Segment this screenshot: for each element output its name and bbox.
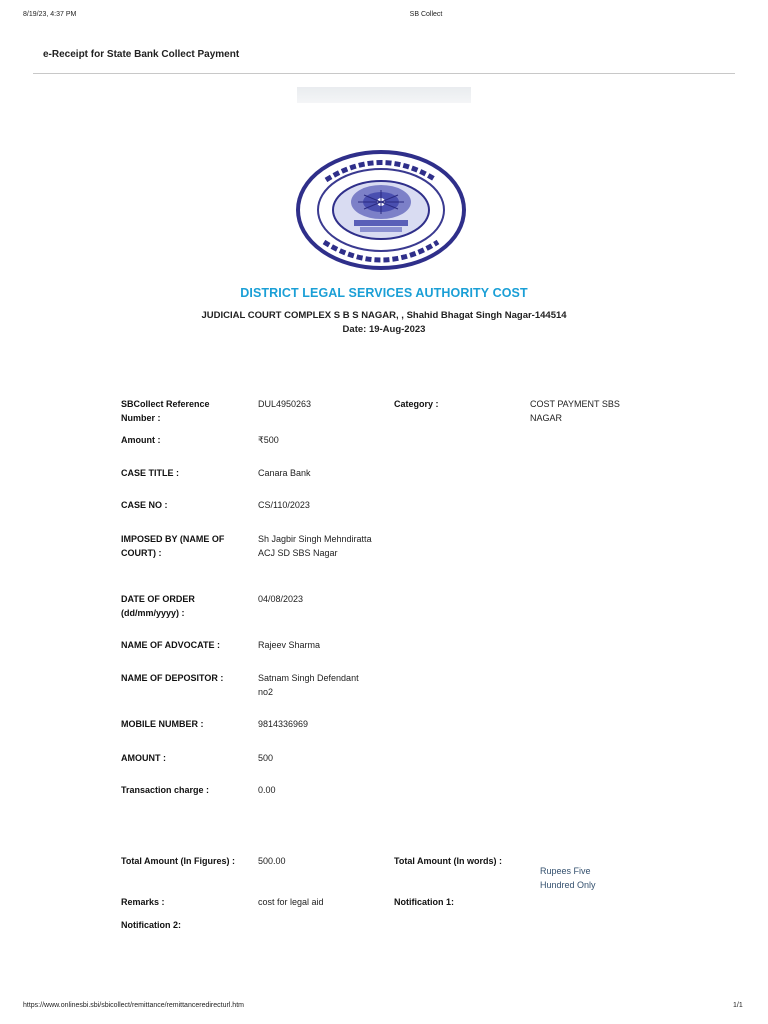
ref-label: SBCollect Reference Number : <box>121 399 210 423</box>
mobile-label: MOBILE NUMBER : <box>121 719 204 729</box>
imposed-by-label: IMPOSED BY (NAME OF COURT) : <box>121 534 225 558</box>
mobile-value: 9814336969 <box>258 719 309 729</box>
ref-value: DUL4950263 <box>258 399 312 409</box>
department-address: JUDICIAL COURT COMPLEX S B S NAGAR, , Shahid Bhagat Singh Nagar-144514 <box>201 310 567 321</box>
depositor-label: NAME OF DEPOSITOR : <box>121 673 224 683</box>
department-name: DISTRICT LEGAL SERVICES AUTHORITY COST <box>240 286 528 300</box>
depositor-value: Satnam Singh Defendant no2 <box>258 673 359 697</box>
date-of-order-label: DATE OF ORDER (dd/mm/yyyy) : <box>121 594 195 618</box>
receipt-date: Date: 19-Aug-2023 <box>342 324 426 335</box>
notification2-label: Notification 2: <box>121 920 181 930</box>
header-divider <box>33 73 735 74</box>
remarks-value: cost for legal aid <box>258 897 324 907</box>
amount-value: ₹500 <box>258 435 279 445</box>
print-url[interactable]: https://www.onlinesbi.sbi/sbicollect/remittance/remittanceredirecturl.htm <box>23 1002 244 1009</box>
category-value: COST PAYMENT SBS NAGAR <box>530 399 620 423</box>
remarks-label: Remarks : <box>121 897 165 907</box>
case-no-value: CS/110/2023 <box>258 500 310 510</box>
case-no-label: CASE NO : <box>121 500 168 510</box>
print-datetime: 8/19/23, 4:37 PM <box>23 11 77 18</box>
date-of-order-value: 04/08/2023 <box>258 594 304 604</box>
txn-charge-value: 0.00 <box>258 785 276 795</box>
total-figures-label: Total Amount (In Figures) : <box>121 856 235 866</box>
notification1-label: Notification 1: <box>394 897 454 907</box>
imposed-by-value: Sh Jagbir Singh Mehndiratta ACJ SD SBS Nagar <box>258 534 372 558</box>
amount-label: Amount : <box>121 435 161 445</box>
category-label: Category : <box>394 399 439 409</box>
case-title-label: CASE TITLE : <box>121 468 179 478</box>
total-words-label: Total Amount (In words) : <box>394 856 502 866</box>
print-page-number: 1/1 <box>733 1002 743 1009</box>
total-words-value: Rupees Five Hundred Only <box>540 866 596 890</box>
amount2-label: AMOUNT : <box>121 753 166 763</box>
amount2-value: 500 <box>258 753 274 763</box>
advocate-label: NAME OF ADVOCATE : <box>121 640 220 650</box>
seal-logo <box>296 150 466 270</box>
advocate-value: Rajeev Sharma <box>258 640 321 650</box>
banner-bar <box>297 87 471 103</box>
receipt-title: e-Receipt for State Bank Collect Payment <box>43 49 240 60</box>
print-page-title: SB Collect <box>409 11 443 18</box>
case-title-value: Canara Bank <box>258 468 311 478</box>
total-figures-value: 500.00 <box>258 856 286 866</box>
txn-charge-label: Transaction charge : <box>121 785 210 795</box>
